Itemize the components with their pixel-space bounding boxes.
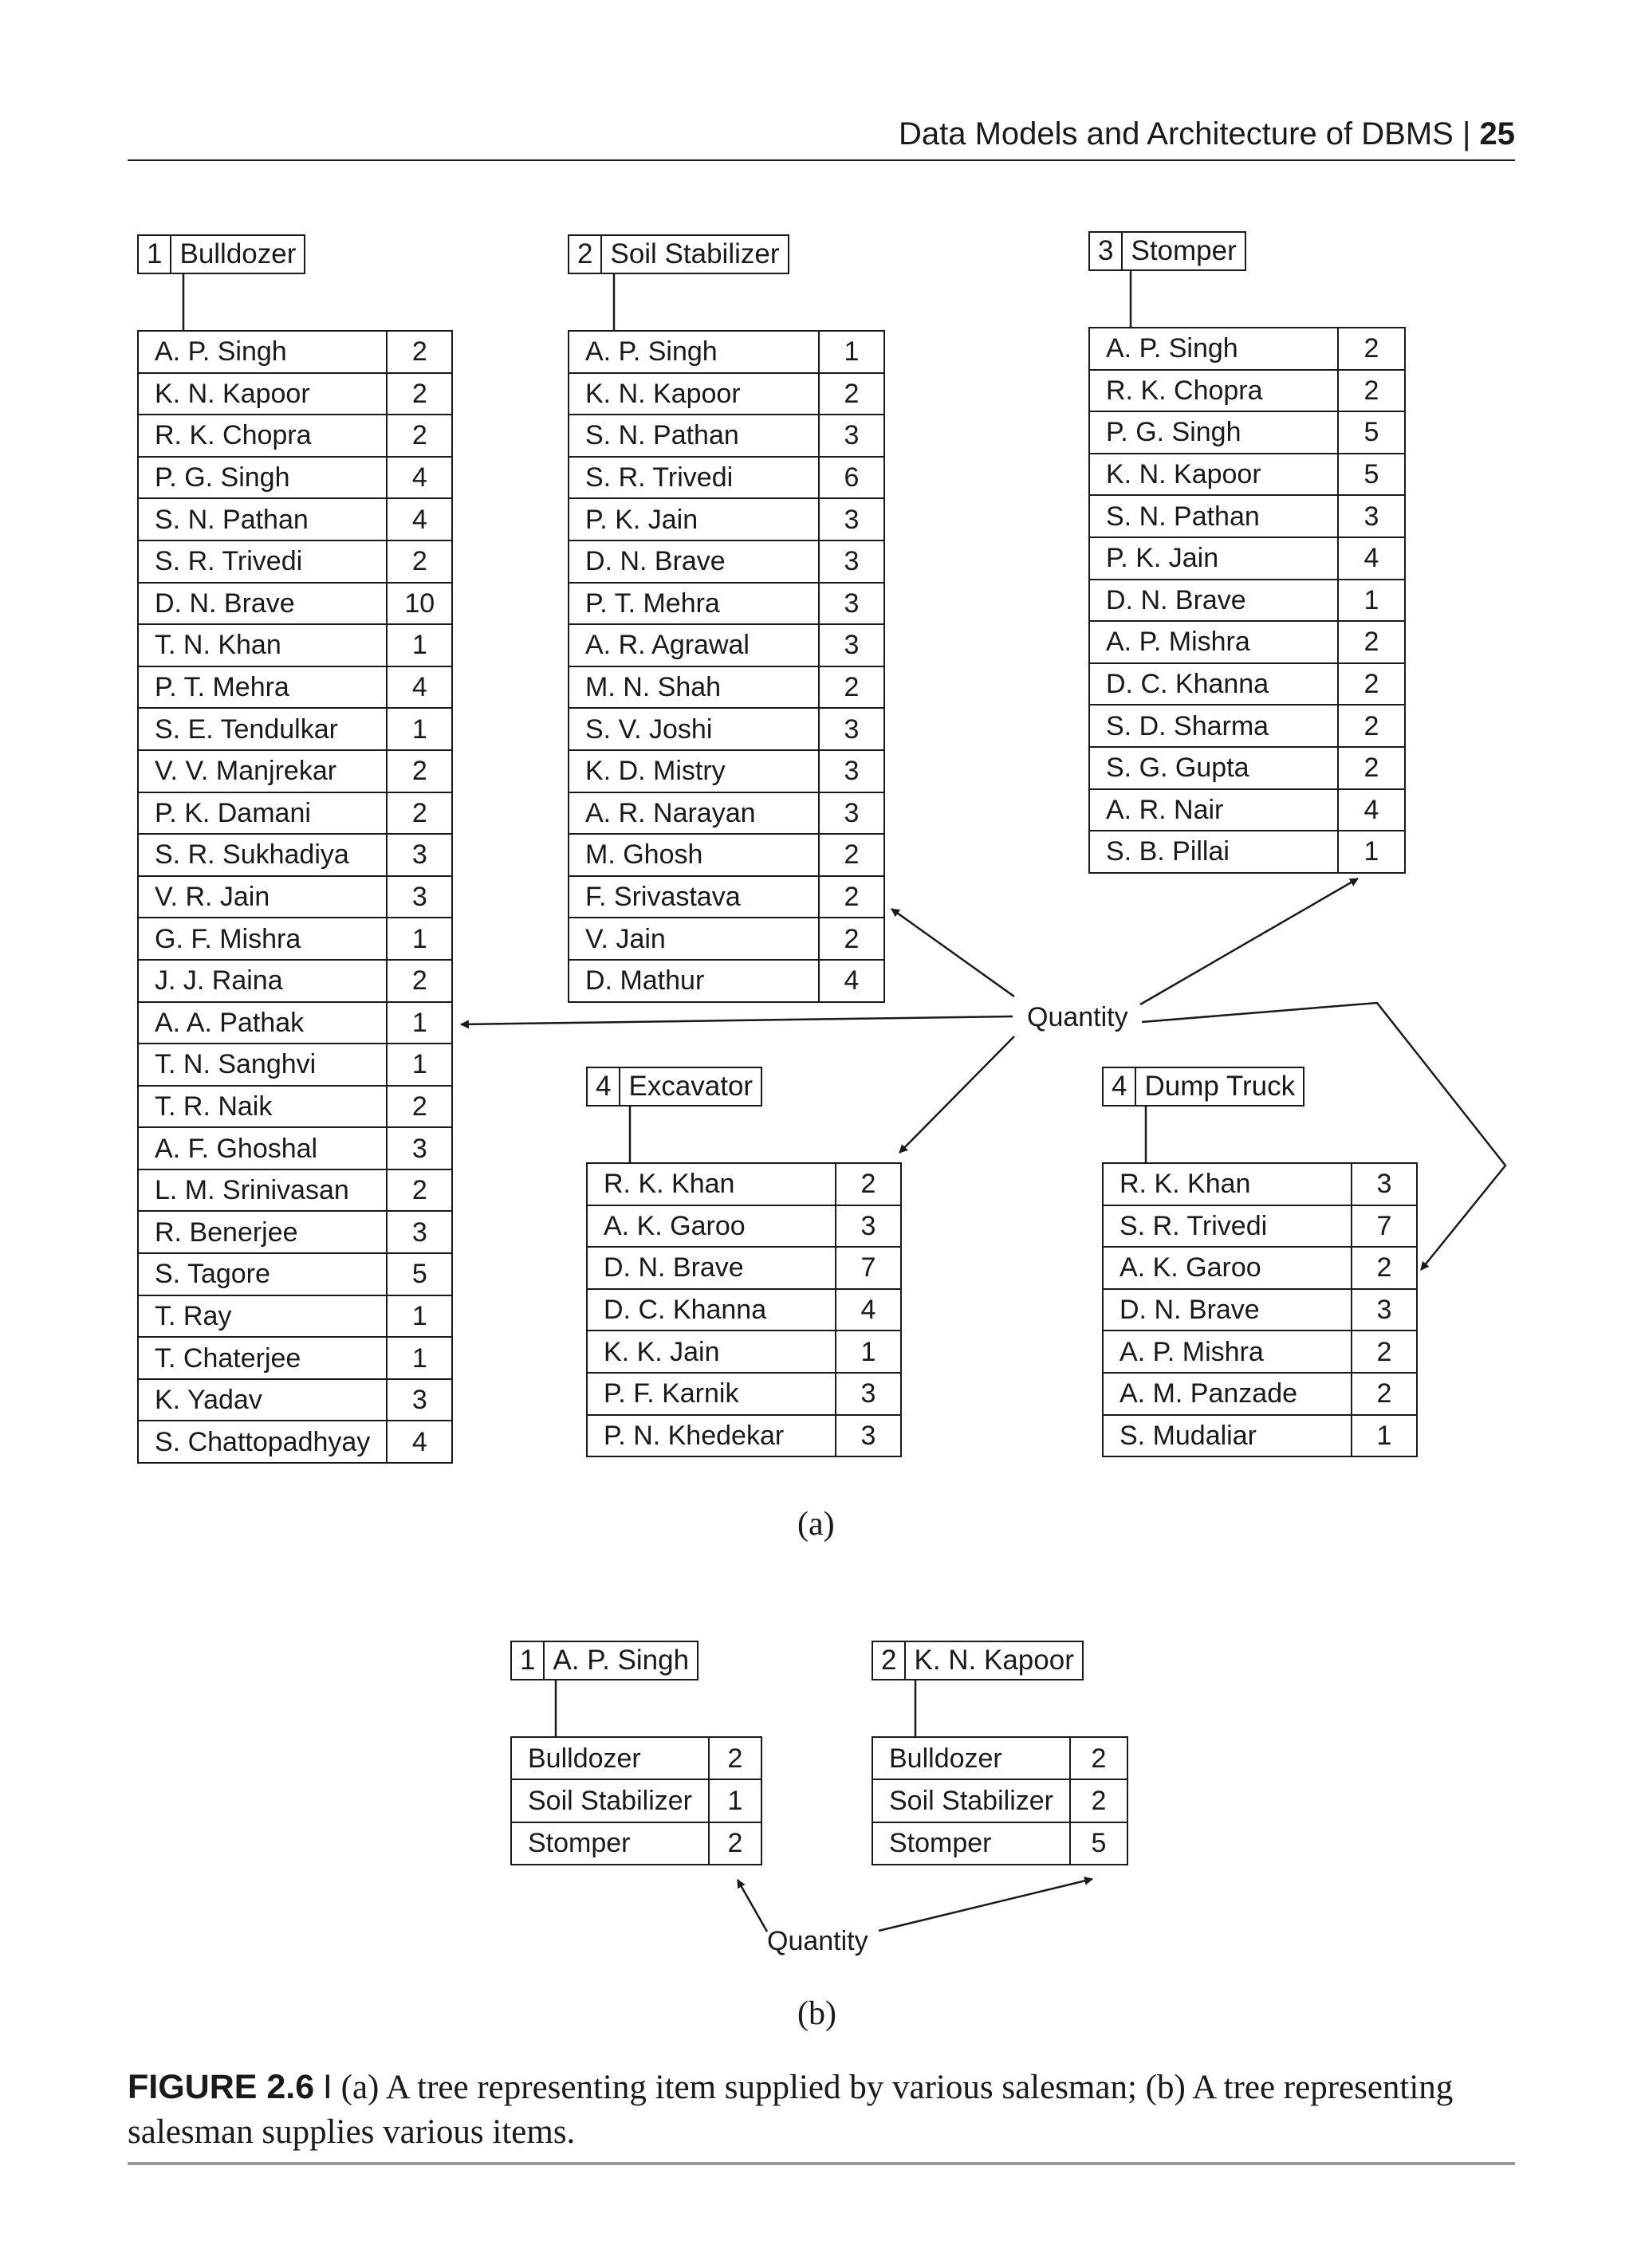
table-row [138,1169,452,1212]
table-stomper [1088,327,1406,874]
row-quantity: 3 [387,1211,452,1253]
figure-number: FIGURE 2.6 [128,2068,315,2106]
row-quantity: 5 [1338,454,1405,496]
row-label: D. N. Brave [587,1247,836,1289]
row-quantity: 1 [1338,831,1405,873]
row-quantity: 2 [1070,1737,1127,1779]
row-quantity: 3 [819,750,884,792]
table-row [1089,663,1405,706]
row-quantity: 2 [387,1169,452,1212]
tree-tag-number: 1 [512,1642,545,1679]
table-row [138,876,452,918]
table-soil-stabilizer [568,330,885,1003]
row-quantity: 4 [1338,537,1405,580]
table-row [138,1253,452,1295]
table-row [1103,1373,1417,1415]
arrow-to-stomper [1140,879,1358,1004]
tree-tag-kn-kapoor [872,1641,1084,1680]
row-label: P. G. Singh [1089,411,1338,454]
row-label: A. M. Panzade [1103,1373,1352,1415]
arrow-to-soil-stabilizer [891,909,1014,996]
row-label: D. N. Brave [1089,580,1338,622]
table-row [138,918,452,960]
row-label: M. Ghosh [569,834,819,876]
table-row [1089,495,1405,537]
table-row [1089,621,1405,663]
row-quantity: 5 [1338,411,1405,454]
row-label: S. E. Tendulkar [138,708,387,750]
table-row [511,1822,761,1865]
table-row [138,1421,452,1463]
table-row [138,708,452,750]
row-label: A. P. Singh [569,331,819,373]
row-label: S. N. Pathan [1089,495,1338,537]
table-row [511,1737,761,1779]
row-quantity: 2 [709,1737,761,1779]
table-row [138,373,452,415]
row-label: A. A. Pathak [138,1002,387,1044]
row-label: A. F. Ghoshal [138,1127,387,1169]
row-label: S. V. Joshi [569,708,819,750]
table-row [1089,454,1405,496]
arrow-to-ap-singh [738,1880,767,1932]
row-quantity: 1 [387,624,452,666]
table-row [1089,370,1405,412]
row-quantity: 2 [387,960,452,1002]
row-quantity: 2 [1338,663,1405,706]
row-label: A. P. Mishra [1103,1331,1352,1373]
row-label: A. K. Garoo [587,1205,836,1248]
table-row [569,457,884,499]
row-label: P. G. Singh [138,457,387,499]
row-label: V. R. Jain [138,876,387,918]
row-label: D. C. Khanna [1089,663,1338,706]
row-quantity: 2 [819,876,884,918]
row-quantity: 2 [1352,1331,1417,1373]
row-quantity: 2 [387,1086,452,1128]
row-label: T. Chaterjee [138,1337,387,1379]
table-row [1089,537,1405,580]
table-row [872,1737,1127,1779]
row-label: T. R. Naik [138,1086,387,1128]
table-row [138,331,452,373]
table-row [569,834,884,876]
table-row [138,1044,452,1086]
tree-tag-number: 1 [139,236,171,273]
row-quantity: 5 [1070,1822,1127,1865]
tree-tag-ap-singh [510,1641,698,1680]
row-label: P. F. Karnik [587,1373,836,1415]
row-quantity: 10 [387,583,452,625]
tree-tag-soil-stabilizer [568,234,789,274]
table-row [569,498,884,540]
row-quantity: 2 [387,415,452,457]
row-label: S. B. Pillai [1089,831,1338,873]
tree-tag-name: Excavator [628,1071,754,1102]
table-row [138,457,452,499]
row-label: S. R. Sukhadiya [138,834,387,876]
table-row [569,624,884,666]
row-label: K. N. Kapoor [1089,454,1338,496]
row-label: Bulldozer [872,1737,1070,1779]
row-label: K. N. Kapoor [138,373,387,415]
table-row [1103,1163,1417,1205]
row-quantity: 2 [1352,1373,1417,1415]
table-row [1089,411,1405,454]
table-row [1089,328,1405,370]
table-row [587,1247,901,1289]
row-label: A. P. Singh [1089,328,1338,370]
table-row [569,583,884,625]
row-label: D. C. Khanna [587,1289,836,1331]
tree-tag-name: Stomper [1131,235,1237,266]
table-row [872,1779,1127,1822]
row-label: P. K. Jain [569,498,819,540]
table-row [569,540,884,583]
row-label: A. P. Mishra [1089,621,1338,663]
table-row [1103,1331,1417,1373]
row-label: P. K. Jain [1089,537,1338,580]
row-quantity: 2 [709,1822,761,1865]
row-quantity: 2 [1338,621,1405,663]
row-quantity: 4 [387,666,452,709]
tree-tag-name: Dump Truck [1144,1071,1296,1102]
row-quantity: 4 [387,498,452,540]
row-label: R. K. Khan [587,1163,836,1205]
table-row [569,960,884,1002]
table-row [587,1205,901,1248]
row-quantity: 1 [387,918,452,960]
table-excavator [586,1162,902,1457]
row-label: Bulldozer [511,1737,709,1779]
row-quantity: 2 [387,540,452,583]
row-quantity: 5 [387,1253,452,1295]
row-label: S. Mudaliar [1103,1415,1352,1457]
table-row [1089,705,1405,747]
row-label: S. R. Trivedi [1103,1205,1352,1248]
row-quantity: 4 [387,1421,452,1463]
table-row [569,415,884,457]
table-row [569,792,884,835]
row-quantity: 2 [819,834,884,876]
row-label: P. T. Mehra [569,583,819,625]
tree-tag-number: 4 [588,1068,620,1105]
row-quantity: 3 [387,876,452,918]
row-quantity: 4 [387,457,452,499]
tree-tag-name: K. N. Kapoor [914,1645,1074,1676]
row-label: D. N. Brave [1103,1289,1352,1331]
tree-tag-number: 2 [569,236,602,273]
row-label: K. D. Mistry [569,750,819,792]
row-quantity: 3 [836,1415,901,1457]
row-quantity: 3 [387,1127,452,1169]
table-bulldozer [137,330,453,1464]
table-row [138,498,452,540]
row-label: D. N. Brave [569,540,819,583]
row-quantity: 3 [387,834,452,876]
table-dump-truck [1102,1162,1418,1457]
row-label: K. N. Kapoor [569,373,819,415]
row-quantity: 3 [819,540,884,583]
row-label: Soil Stabilizer [872,1779,1070,1822]
page-number: 25 [1479,116,1515,151]
row-quantity: 1 [387,1295,452,1338]
row-quantity: 3 [819,498,884,540]
row-label: A. P. Singh [138,331,387,373]
tree-tag-number: 3 [1090,233,1123,269]
row-quantity: 4 [836,1289,901,1331]
table-row [138,750,452,792]
row-quantity: 1 [836,1331,901,1373]
table-row [587,1331,901,1373]
table-row [1103,1415,1417,1457]
row-label: S. Tagore [138,1253,387,1295]
row-label: S. D. Sharma [1089,705,1338,747]
row-label: D. Mathur [569,960,819,1002]
table-row [569,708,884,750]
table-row [1089,831,1405,873]
header-separator: | [1462,116,1471,151]
row-quantity: 2 [1338,328,1405,370]
row-quantity: 1 [387,1002,452,1044]
row-quantity: 1 [387,1337,452,1379]
row-label: P. N. Khedekar [587,1415,836,1457]
row-label: S. R. Trivedi [138,540,387,583]
quantity-label-a: Quantity [1027,1002,1128,1032]
row-label: S. G. Gupta [1089,747,1338,789]
row-label: M. N. Shah [569,666,819,709]
table-row [138,792,452,835]
row-label: R. K. Chopra [138,415,387,457]
table-row [138,1211,452,1253]
row-label: Stomper [872,1822,1070,1865]
table-row [138,834,452,876]
row-quantity: 3 [1352,1289,1417,1331]
table-row [138,1002,452,1044]
tree-tag-number: 2 [873,1642,906,1679]
table-row [1103,1205,1417,1248]
row-label: R. Benerjee [138,1211,387,1253]
row-quantity: 1 [387,1044,452,1086]
row-label: A. R. Nair [1089,789,1338,831]
table-row [569,750,884,792]
quantity-label-b: Quantity [767,1926,868,1956]
table-row [511,1779,761,1822]
row-quantity: 4 [1338,789,1405,831]
table-row [569,876,884,918]
row-quantity: 3 [819,624,884,666]
row-label: L. M. Srinivasan [138,1169,387,1212]
row-quantity: 3 [819,708,884,750]
table-row [1103,1247,1417,1289]
row-label: P. T. Mehra [138,666,387,709]
table-row [138,540,452,583]
tree-tag-excavator [586,1067,762,1106]
table-row [587,1289,901,1331]
row-label: F. Srivastava [569,876,819,918]
row-label: T. N. Khan [138,624,387,666]
table-row [1089,789,1405,831]
row-quantity: 2 [387,373,452,415]
row-quantity: 2 [819,918,884,960]
tree-tag-name: Soil Stabilizer [610,238,780,269]
table-row [872,1822,1127,1865]
row-label: S. N. Pathan [138,498,387,540]
row-label: K. K. Jain [587,1331,836,1373]
row-quantity: 7 [836,1247,901,1289]
table-ap-singh [510,1736,762,1865]
row-label: P. K. Damani [138,792,387,835]
tree-tag-name: A. P. Singh [553,1645,690,1676]
table-row [138,1379,452,1421]
table-row [587,1163,901,1205]
row-quantity: 1 [819,331,884,373]
row-label: S. Chattopadhyay [138,1421,387,1463]
table-row [1103,1289,1417,1331]
figure-caption [128,2065,1515,2155]
row-quantity: 2 [1352,1247,1417,1289]
row-label: D. N. Brave [138,583,387,625]
table-row [587,1373,901,1415]
header-text: Data Models and Architecture of DBMS [898,116,1454,151]
row-label: K. Yadav [138,1379,387,1421]
subfigure-label-a: (a) [797,1506,835,1543]
tree-tag-dump-truck [1102,1067,1304,1106]
row-label: S. R. Trivedi [569,457,819,499]
caption-separator: I [322,2068,333,2106]
table-row [138,1086,452,1128]
row-quantity: 1 [709,1779,761,1822]
caption-text: (a) A tree representing item supplied by various salesman; (b) A tree representing salesman supplies various items. [128,2069,1454,2151]
arrow-to-excavator [899,1036,1014,1153]
tree-tag-bulldozer [137,234,305,274]
row-quantity: 1 [1352,1415,1417,1457]
table-row [138,415,452,457]
row-label: S. N. Pathan [569,415,819,457]
row-label: Stomper [511,1822,709,1865]
row-quantity: 3 [819,583,884,625]
row-quantity: 3 [819,415,884,457]
row-quantity: 1 [1338,580,1405,622]
table-row [138,666,452,709]
table-row [138,583,452,625]
row-quantity: 4 [819,960,884,1002]
row-label: A. R. Agrawal [569,624,819,666]
row-quantity: 3 [836,1205,901,1248]
row-quantity: 2 [1338,705,1405,747]
row-quantity: 2 [836,1163,901,1205]
table-row [1089,747,1405,789]
row-label: T. Ray [138,1295,387,1338]
tree-tag-number: 4 [1104,1068,1136,1105]
row-quantity: 2 [387,750,452,792]
row-quantity: 2 [819,666,884,709]
table-row [138,624,452,666]
row-quantity: 3 [819,792,884,835]
table-row [1089,580,1405,622]
row-quantity: 2 [1070,1779,1127,1822]
arrow-to-bulldozer [461,1016,1013,1024]
tree-tag-name: Bulldozer [179,238,297,269]
row-quantity: 2 [387,792,452,835]
table-row [569,918,884,960]
table-row [569,373,884,415]
table-row [138,1337,452,1379]
row-label: V. Jain [569,918,819,960]
row-quantity: 6 [819,457,884,499]
row-quantity: 3 [1338,495,1405,537]
row-quantity: 3 [387,1379,452,1421]
row-quantity: 7 [1352,1205,1417,1248]
bottom-rule [128,2162,1515,2165]
row-quantity: 2 [387,331,452,373]
table-row [138,960,452,1002]
row-label: R. K. Chopra [1089,370,1338,412]
row-label: J. J. Raina [138,960,387,1002]
row-label: A. R. Narayan [569,792,819,835]
row-quantity: 3 [1352,1163,1417,1205]
row-quantity: 3 [836,1373,901,1415]
subfigure-label-b: (b) [797,1995,836,2032]
row-label: Soil Stabilizer [511,1779,709,1822]
row-label: R. K. Khan [1103,1163,1352,1205]
table-row [569,331,884,373]
row-quantity: 2 [1338,370,1405,412]
table-row [138,1127,452,1169]
table-row [138,1295,452,1338]
row-label: V. V. Manjrekar [138,750,387,792]
arrow-to-kn-kapoor [879,1879,1092,1931]
row-label: A. K. Garoo [1103,1247,1352,1289]
row-label: T. N. Sanghvi [138,1044,387,1086]
row-quantity: 2 [1338,747,1405,789]
row-label: G. F. Mishra [138,918,387,960]
tree-tag-stomper [1088,231,1246,271]
table-kn-kapoor [872,1736,1128,1865]
table-row [569,666,884,709]
row-quantity: 1 [387,708,452,750]
row-quantity: 2 [819,373,884,415]
table-row [587,1415,901,1457]
